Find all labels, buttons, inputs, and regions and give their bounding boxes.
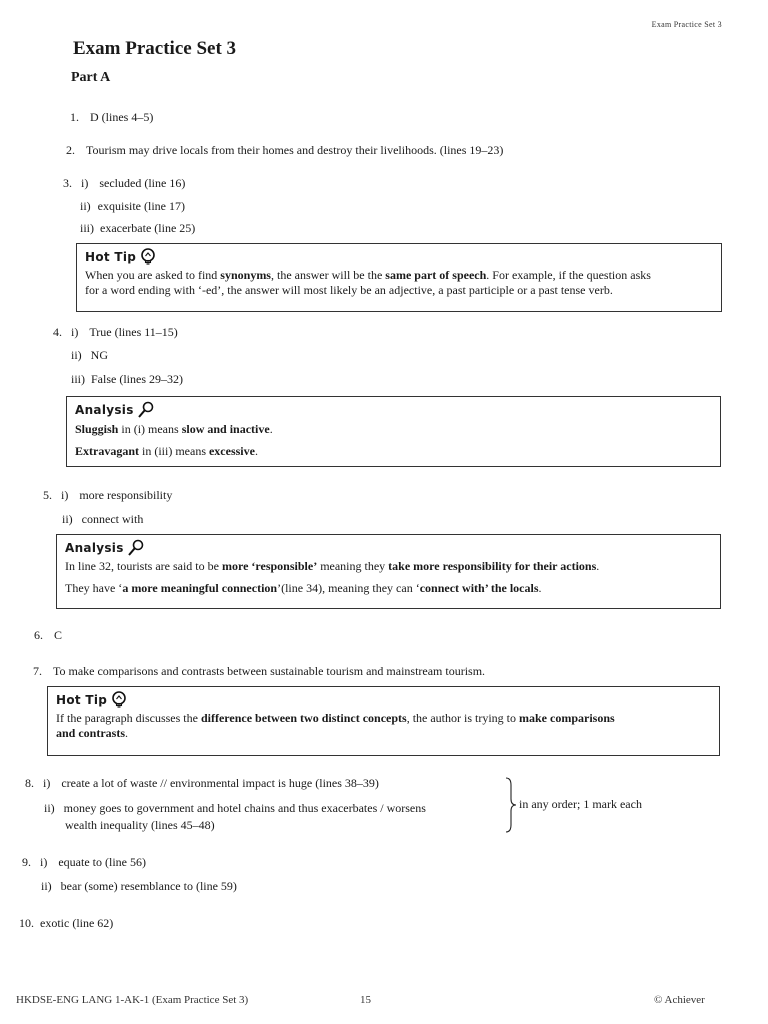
sub-text: equate to (line 56)	[58, 855, 146, 869]
magnifier-icon	[137, 401, 155, 419]
emphasis: synonyms	[220, 268, 271, 282]
sub-text: secluded (line 16)	[99, 176, 186, 190]
emphasis: a more meaningful connection	[122, 581, 278, 595]
emphasis: same part of speech	[385, 268, 487, 282]
text: , the answer will be the	[270, 268, 386, 282]
sub-text: create a lot of waste // environmental impact is huge (lines 38–39)	[61, 776, 379, 790]
text: They have ‘	[65, 581, 123, 595]
answer-text: Tourism may drive locals from their homes and destroy their livelihoods. (lines 19–23)	[86, 143, 504, 157]
emphasis: and contrasts	[56, 726, 126, 740]
emphasis: Extravagant	[75, 444, 139, 458]
hot-tip-line-1	[85, 268, 713, 283]
text: .	[254, 444, 258, 458]
text: .	[125, 726, 129, 740]
analysis-line-1	[75, 422, 712, 437]
emphasis: Sluggish	[75, 422, 119, 436]
sub-label: i)	[81, 176, 89, 190]
emphasis: slow and inactive	[181, 422, 270, 436]
answer-10	[19, 916, 113, 931]
sub-text: money goes to government and hotel chains and thus exacerbates / worsens	[63, 801, 426, 815]
analysis-box	[56, 534, 721, 609]
running-head: Exam Practice Set 3	[651, 20, 722, 29]
analysis-title: Analysis	[65, 540, 124, 555]
analysis-line-2	[65, 581, 712, 596]
answer-5-ii	[62, 512, 143, 527]
hot-tip-line-2	[56, 726, 711, 741]
answer-4-iii	[71, 372, 183, 387]
text: In line 32, tourists are said to be	[65, 559, 222, 573]
analysis-heading	[65, 539, 712, 557]
hot-tip-line-1	[56, 711, 711, 726]
footer-source: HKDSE-ENG LANG 1-AK-1 (Exam Practice Set 3)	[16, 994, 249, 1006]
text: ’(line 34), meaning they can ‘	[277, 581, 420, 595]
sub-text: NG	[90, 348, 109, 362]
text: .	[269, 422, 273, 436]
sub-text: True (lines 11–15)	[89, 325, 178, 339]
emphasis: make comparisons	[519, 711, 615, 725]
answer-number: 3.	[63, 176, 72, 190]
sub-label: i)	[43, 776, 51, 790]
answer-number: 5.	[43, 488, 52, 502]
sub-label: iii)	[71, 372, 85, 386]
answer-4	[53, 325, 178, 340]
answer-number: 10.	[19, 916, 34, 930]
answer-3	[63, 176, 185, 191]
sub-label: i)	[61, 488, 69, 502]
lightbulb-icon	[139, 248, 157, 266]
answer-text: D (lines 4–5)	[90, 110, 154, 124]
sub-text: connect with	[81, 512, 144, 526]
page-number: 15	[360, 994, 371, 1006]
sub-text: bear (some) resemblance to (line 59)	[60, 879, 237, 893]
answer-number: 2.	[66, 143, 75, 157]
right-brace	[504, 777, 518, 833]
text: When you are asked to find	[85, 268, 221, 282]
text: in (iii) means	[139, 444, 209, 458]
hot-tip-box	[47, 686, 720, 756]
emphasis: excessive	[208, 444, 255, 458]
hot-tip-heading	[56, 691, 711, 709]
analysis-title: Analysis	[75, 402, 134, 417]
footer-copyright: © Achiever	[654, 994, 705, 1006]
answer-1	[70, 110, 153, 125]
answer-4-ii	[71, 348, 108, 363]
hot-tip-title: Hot Tip	[85, 249, 137, 264]
sub-text: more responsibility	[79, 488, 173, 502]
text: in (i) means	[118, 422, 182, 436]
answer-number: 6.	[34, 628, 43, 642]
emphasis: more ‘responsible’	[221, 559, 318, 573]
answer-text: exotic (line 62)	[40, 916, 114, 930]
hot-tip-line-2: for a word ending with ‘-ed’, the answer will most likely be an adjective, a past participle or a past tense verb.	[85, 283, 613, 297]
answer-3-ii	[80, 199, 185, 214]
sub-label: ii)	[62, 512, 73, 526]
answer-number: 1.	[70, 110, 79, 124]
emphasis: connect with	[419, 581, 485, 595]
answer-number: 8.	[25, 776, 34, 790]
sub-label: ii)	[41, 879, 52, 893]
text: If the paragraph discusses the	[56, 711, 201, 725]
sub-text: exacerbate (line 25)	[100, 221, 196, 235]
hot-tip-title: Hot Tip	[56, 692, 108, 707]
emphasis: ’ the locals	[484, 581, 539, 595]
answer-number: 9.	[22, 855, 31, 869]
analysis-line-1	[65, 559, 712, 574]
emphasis: take more responsibility for their actions	[388, 559, 597, 573]
sub-label: ii)	[71, 348, 82, 362]
analysis-line-2	[75, 444, 712, 459]
answer-text: C	[54, 628, 63, 642]
sub-label: i)	[40, 855, 48, 869]
text: . For example, if the question asks	[486, 268, 651, 282]
text: , the author is trying to	[406, 711, 520, 725]
answer-7	[33, 664, 485, 679]
answer-5	[43, 488, 172, 503]
emphasis: difference between two distinct concepts	[200, 711, 407, 725]
analysis-box	[66, 396, 721, 467]
answer-number: 4.	[53, 325, 62, 339]
answer-3-iii	[80, 221, 195, 236]
sub-text: exquisite (line 17)	[97, 199, 185, 213]
answer-6	[34, 628, 62, 643]
text: .	[538, 581, 542, 595]
sub-label: iii)	[80, 221, 94, 235]
answer-8-ii	[44, 801, 426, 816]
sub-text: False (lines 29–32)	[91, 372, 183, 386]
lightbulb-icon	[110, 691, 128, 709]
sub-label: i)	[71, 325, 79, 339]
page-title: Exam Practice Set 3	[73, 38, 237, 59]
text: meaning they	[317, 559, 389, 573]
magnifier-icon	[127, 539, 145, 557]
sub-label: ii)	[80, 199, 91, 213]
hot-tip-heading	[85, 248, 713, 266]
answer-8	[25, 776, 379, 791]
part-label: Part A	[71, 70, 111, 85]
answer-2	[66, 143, 503, 158]
text: .	[596, 559, 600, 573]
analysis-heading	[75, 401, 712, 419]
answer-text: To make comparisons and contrasts between sustainable tourism and mainstream tourism.	[53, 664, 486, 678]
answer-9	[22, 855, 146, 870]
sub-label: ii)	[44, 801, 55, 815]
answer-9-ii	[41, 879, 237, 894]
hot-tip-box	[76, 243, 722, 312]
answer-number: 7.	[33, 664, 42, 678]
marking-note: in any order; 1 mark each	[519, 797, 642, 811]
answer-8-ii-cont: wealth inequality (lines 45–48)	[65, 818, 215, 832]
